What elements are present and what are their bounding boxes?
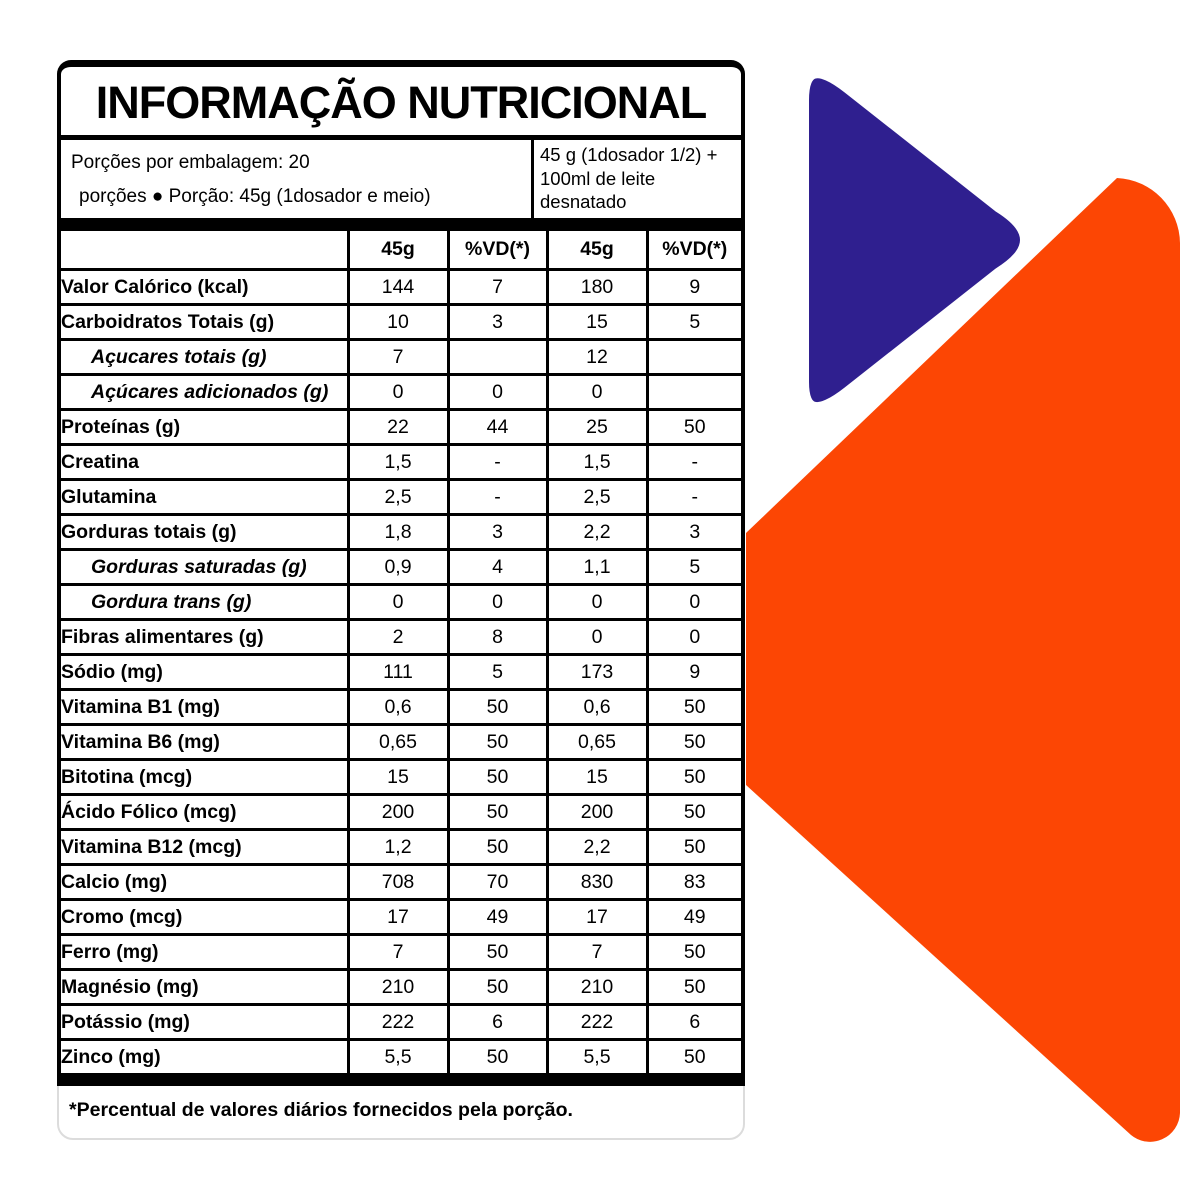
value-vd-b: 50 bbox=[647, 725, 741, 760]
serving-info-section bbox=[61, 140, 741, 218]
value-vd-a: 50 bbox=[448, 935, 547, 970]
value-45g-b: 830 bbox=[547, 865, 647, 900]
value-45g-a: 22 bbox=[348, 410, 448, 445]
value-vd-b: 50 bbox=[647, 795, 741, 830]
value-45g-a: 7 bbox=[348, 935, 448, 970]
value-vd-b: 50 bbox=[647, 830, 741, 865]
nutrient-label: Ácido Fólico (mcg) bbox=[61, 795, 348, 830]
value-45g-b: 0 bbox=[547, 375, 647, 410]
value-vd-b: 0 bbox=[647, 620, 741, 655]
table-row bbox=[61, 270, 741, 305]
value-vd-a bbox=[448, 340, 547, 375]
value-45g-b: 15 bbox=[547, 760, 647, 795]
value-45g-b: 25 bbox=[547, 410, 647, 445]
nutrient-label: Valor Calórico (kcal) bbox=[61, 270, 348, 305]
value-vd-b: 9 bbox=[647, 270, 741, 305]
nutrient-label: Potássio (mg) bbox=[61, 1005, 348, 1040]
value-45g-a: 5,5 bbox=[348, 1040, 448, 1074]
value-vd-a: - bbox=[448, 445, 547, 480]
value-vd-a: 50 bbox=[448, 725, 547, 760]
nutrition-label-card bbox=[57, 60, 745, 1140]
value-45g-a: 1,2 bbox=[348, 830, 448, 865]
table-row bbox=[61, 795, 741, 830]
value-vd-b: 50 bbox=[647, 760, 741, 795]
value-45g-a: 1,5 bbox=[348, 445, 448, 480]
nutrient-label: Gorduras saturadas (g) bbox=[61, 550, 348, 585]
value-45g-a: 0 bbox=[348, 585, 448, 620]
value-vd-a: 50 bbox=[448, 690, 547, 725]
value-45g-b: 0 bbox=[547, 620, 647, 655]
value-45g-a: 222 bbox=[348, 1005, 448, 1040]
value-vd-b: 9 bbox=[647, 655, 741, 690]
value-45g-b: 210 bbox=[547, 970, 647, 1005]
column-header-nutrient bbox=[61, 231, 348, 270]
table-row bbox=[61, 480, 741, 515]
table-header-row bbox=[61, 231, 741, 270]
nutrient-label: Gordura trans (g) bbox=[61, 585, 348, 620]
nutrient-label: Açúcares adicionados (g) bbox=[61, 375, 348, 410]
value-vd-a: - bbox=[448, 480, 547, 515]
value-vd-a: 3 bbox=[448, 515, 547, 550]
thick-divider-bottom bbox=[61, 1073, 741, 1086]
value-vd-a: 4 bbox=[448, 550, 547, 585]
value-vd-b: 5 bbox=[647, 550, 741, 585]
page-title: INFORMAÇÃO NUTRICIONAL bbox=[61, 67, 741, 140]
value-vd-a: 6 bbox=[448, 1005, 547, 1040]
nutrient-label: Carboidratos Totais (g) bbox=[61, 305, 348, 340]
value-45g-b: 1,1 bbox=[547, 550, 647, 585]
nutrient-label: Gorduras totais (g) bbox=[61, 515, 348, 550]
value-vd-b: - bbox=[647, 480, 741, 515]
value-45g-b: 5,5 bbox=[547, 1040, 647, 1074]
table-row bbox=[61, 935, 741, 970]
nutrient-label: Vitamina B1 (mg) bbox=[61, 690, 348, 725]
value-45g-a: 200 bbox=[348, 795, 448, 830]
column-header-45g-a: 45g bbox=[348, 231, 448, 270]
nutrient-label: Magnésio (mg) bbox=[61, 970, 348, 1005]
value-vd-a: 70 bbox=[448, 865, 547, 900]
value-45g-b: 0,6 bbox=[547, 690, 647, 725]
table-row bbox=[61, 690, 741, 725]
value-45g-b: 2,2 bbox=[547, 830, 647, 865]
value-vd-a: 7 bbox=[448, 270, 547, 305]
value-45g-a: 0 bbox=[348, 375, 448, 410]
value-vd-b bbox=[647, 375, 741, 410]
value-45g-a: 2,5 bbox=[348, 480, 448, 515]
table-row bbox=[61, 375, 741, 410]
value-vd-a: 0 bbox=[448, 375, 547, 410]
nutrient-label: Vitamina B12 (mcg) bbox=[61, 830, 348, 865]
value-vd-a: 8 bbox=[448, 620, 547, 655]
value-45g-a: 17 bbox=[348, 900, 448, 935]
serving-info-left bbox=[61, 140, 531, 218]
table-row bbox=[61, 725, 741, 760]
value-45g-a: 1,8 bbox=[348, 515, 448, 550]
value-45g-b: 17 bbox=[547, 900, 647, 935]
column-header-vd-a: %VD(*) bbox=[448, 231, 547, 270]
value-45g-b: 200 bbox=[547, 795, 647, 830]
thick-divider-top bbox=[61, 218, 741, 231]
nutrient-label: Zinco (mg) bbox=[61, 1040, 348, 1074]
nutrition-facts-box bbox=[57, 60, 745, 1086]
table-row bbox=[61, 410, 741, 445]
table-row bbox=[61, 1040, 741, 1074]
nutrient-label: Cromo (mcg) bbox=[61, 900, 348, 935]
serving-info-right: 45 g (1dosador 1/2) + 100ml de leite desnatado bbox=[531, 140, 741, 218]
table-row bbox=[61, 655, 741, 690]
value-45g-b: 180 bbox=[547, 270, 647, 305]
value-45g-b: 222 bbox=[547, 1005, 647, 1040]
portion-size: porções ● Porção: 45g (1dosador e meio) bbox=[79, 186, 431, 207]
value-45g-b: 1,5 bbox=[547, 445, 647, 480]
nutrition-table bbox=[61, 231, 741, 1073]
value-vd-b: 5 bbox=[647, 305, 741, 340]
column-header-vd-b: %VD(*) bbox=[647, 231, 741, 270]
nutrient-label: Glutamina bbox=[61, 480, 348, 515]
daily-value-footnote: *Percentual de valores diários fornecidos pela porção. bbox=[69, 1099, 573, 1121]
value-vd-b: 49 bbox=[647, 900, 741, 935]
table-row bbox=[61, 900, 741, 935]
value-vd-b: - bbox=[647, 445, 741, 480]
value-45g-a: 210 bbox=[348, 970, 448, 1005]
nutrient-label: Creatina bbox=[61, 445, 348, 480]
value-45g-a: 10 bbox=[348, 305, 448, 340]
table-row bbox=[61, 515, 741, 550]
table-row bbox=[61, 760, 741, 795]
value-45g-b: 7 bbox=[547, 935, 647, 970]
value-45g-a: 0,6 bbox=[348, 690, 448, 725]
value-vd-a: 0 bbox=[448, 585, 547, 620]
value-45g-b: 15 bbox=[547, 305, 647, 340]
value-vd-b: 50 bbox=[647, 1040, 741, 1074]
value-vd-b: 50 bbox=[647, 410, 741, 445]
table-row bbox=[61, 340, 741, 375]
value-45g-a: 111 bbox=[348, 655, 448, 690]
value-45g-a: 144 bbox=[348, 270, 448, 305]
nutrient-label: Vitamina B6 (mg) bbox=[61, 725, 348, 760]
value-vd-a: 50 bbox=[448, 795, 547, 830]
value-45g-a: 708 bbox=[348, 865, 448, 900]
value-vd-b: 50 bbox=[647, 970, 741, 1005]
value-45g-b: 12 bbox=[547, 340, 647, 375]
column-header-45g-b: 45g bbox=[547, 231, 647, 270]
nutrient-label: Calcio (mg) bbox=[61, 865, 348, 900]
value-vd-a: 3 bbox=[448, 305, 547, 340]
value-45g-b: 173 bbox=[547, 655, 647, 690]
value-vd-b: 0 bbox=[647, 585, 741, 620]
table-row bbox=[61, 830, 741, 865]
value-45g-b: 2,2 bbox=[547, 515, 647, 550]
value-45g-a: 7 bbox=[348, 340, 448, 375]
table-row bbox=[61, 445, 741, 480]
nutrient-label: Sódio (mg) bbox=[61, 655, 348, 690]
nutrition-table-body bbox=[61, 270, 741, 1074]
value-45g-a: 0,65 bbox=[348, 725, 448, 760]
value-vd-b: 50 bbox=[647, 690, 741, 725]
table-row bbox=[61, 585, 741, 620]
nutrient-label: Fibras alimentares (g) bbox=[61, 620, 348, 655]
value-45g-a: 2 bbox=[348, 620, 448, 655]
table-row bbox=[61, 970, 741, 1005]
table-row bbox=[61, 550, 741, 585]
nutrient-label: Proteínas (g) bbox=[61, 410, 348, 445]
value-vd-b bbox=[647, 340, 741, 375]
value-45g-b: 0 bbox=[547, 585, 647, 620]
value-vd-b: 50 bbox=[647, 935, 741, 970]
value-45g-a: 0,9 bbox=[348, 550, 448, 585]
table-row bbox=[61, 620, 741, 655]
value-vd-a: 50 bbox=[448, 830, 547, 865]
value-45g-b: 0,65 bbox=[547, 725, 647, 760]
nutrient-label: Ferro (mg) bbox=[61, 935, 348, 970]
value-45g-a: 15 bbox=[348, 760, 448, 795]
nutrient-label: Bitotina (mcg) bbox=[61, 760, 348, 795]
value-45g-b: 2,5 bbox=[547, 480, 647, 515]
value-vd-b: 3 bbox=[647, 515, 741, 550]
value-vd-b: 83 bbox=[647, 865, 741, 900]
nutrient-label: Açucares totais (g) bbox=[61, 340, 348, 375]
table-row bbox=[61, 305, 741, 340]
value-vd-a: 50 bbox=[448, 970, 547, 1005]
servings-per-package: Porções por embalagem: 20 bbox=[71, 152, 310, 173]
value-vd-a: 50 bbox=[448, 1040, 547, 1074]
value-vd-b: 6 bbox=[647, 1005, 741, 1040]
value-vd-a: 44 bbox=[448, 410, 547, 445]
value-vd-a: 49 bbox=[448, 900, 547, 935]
table-row bbox=[61, 1005, 741, 1040]
table-row bbox=[61, 865, 741, 900]
value-vd-a: 50 bbox=[448, 760, 547, 795]
value-vd-a: 5 bbox=[448, 655, 547, 690]
